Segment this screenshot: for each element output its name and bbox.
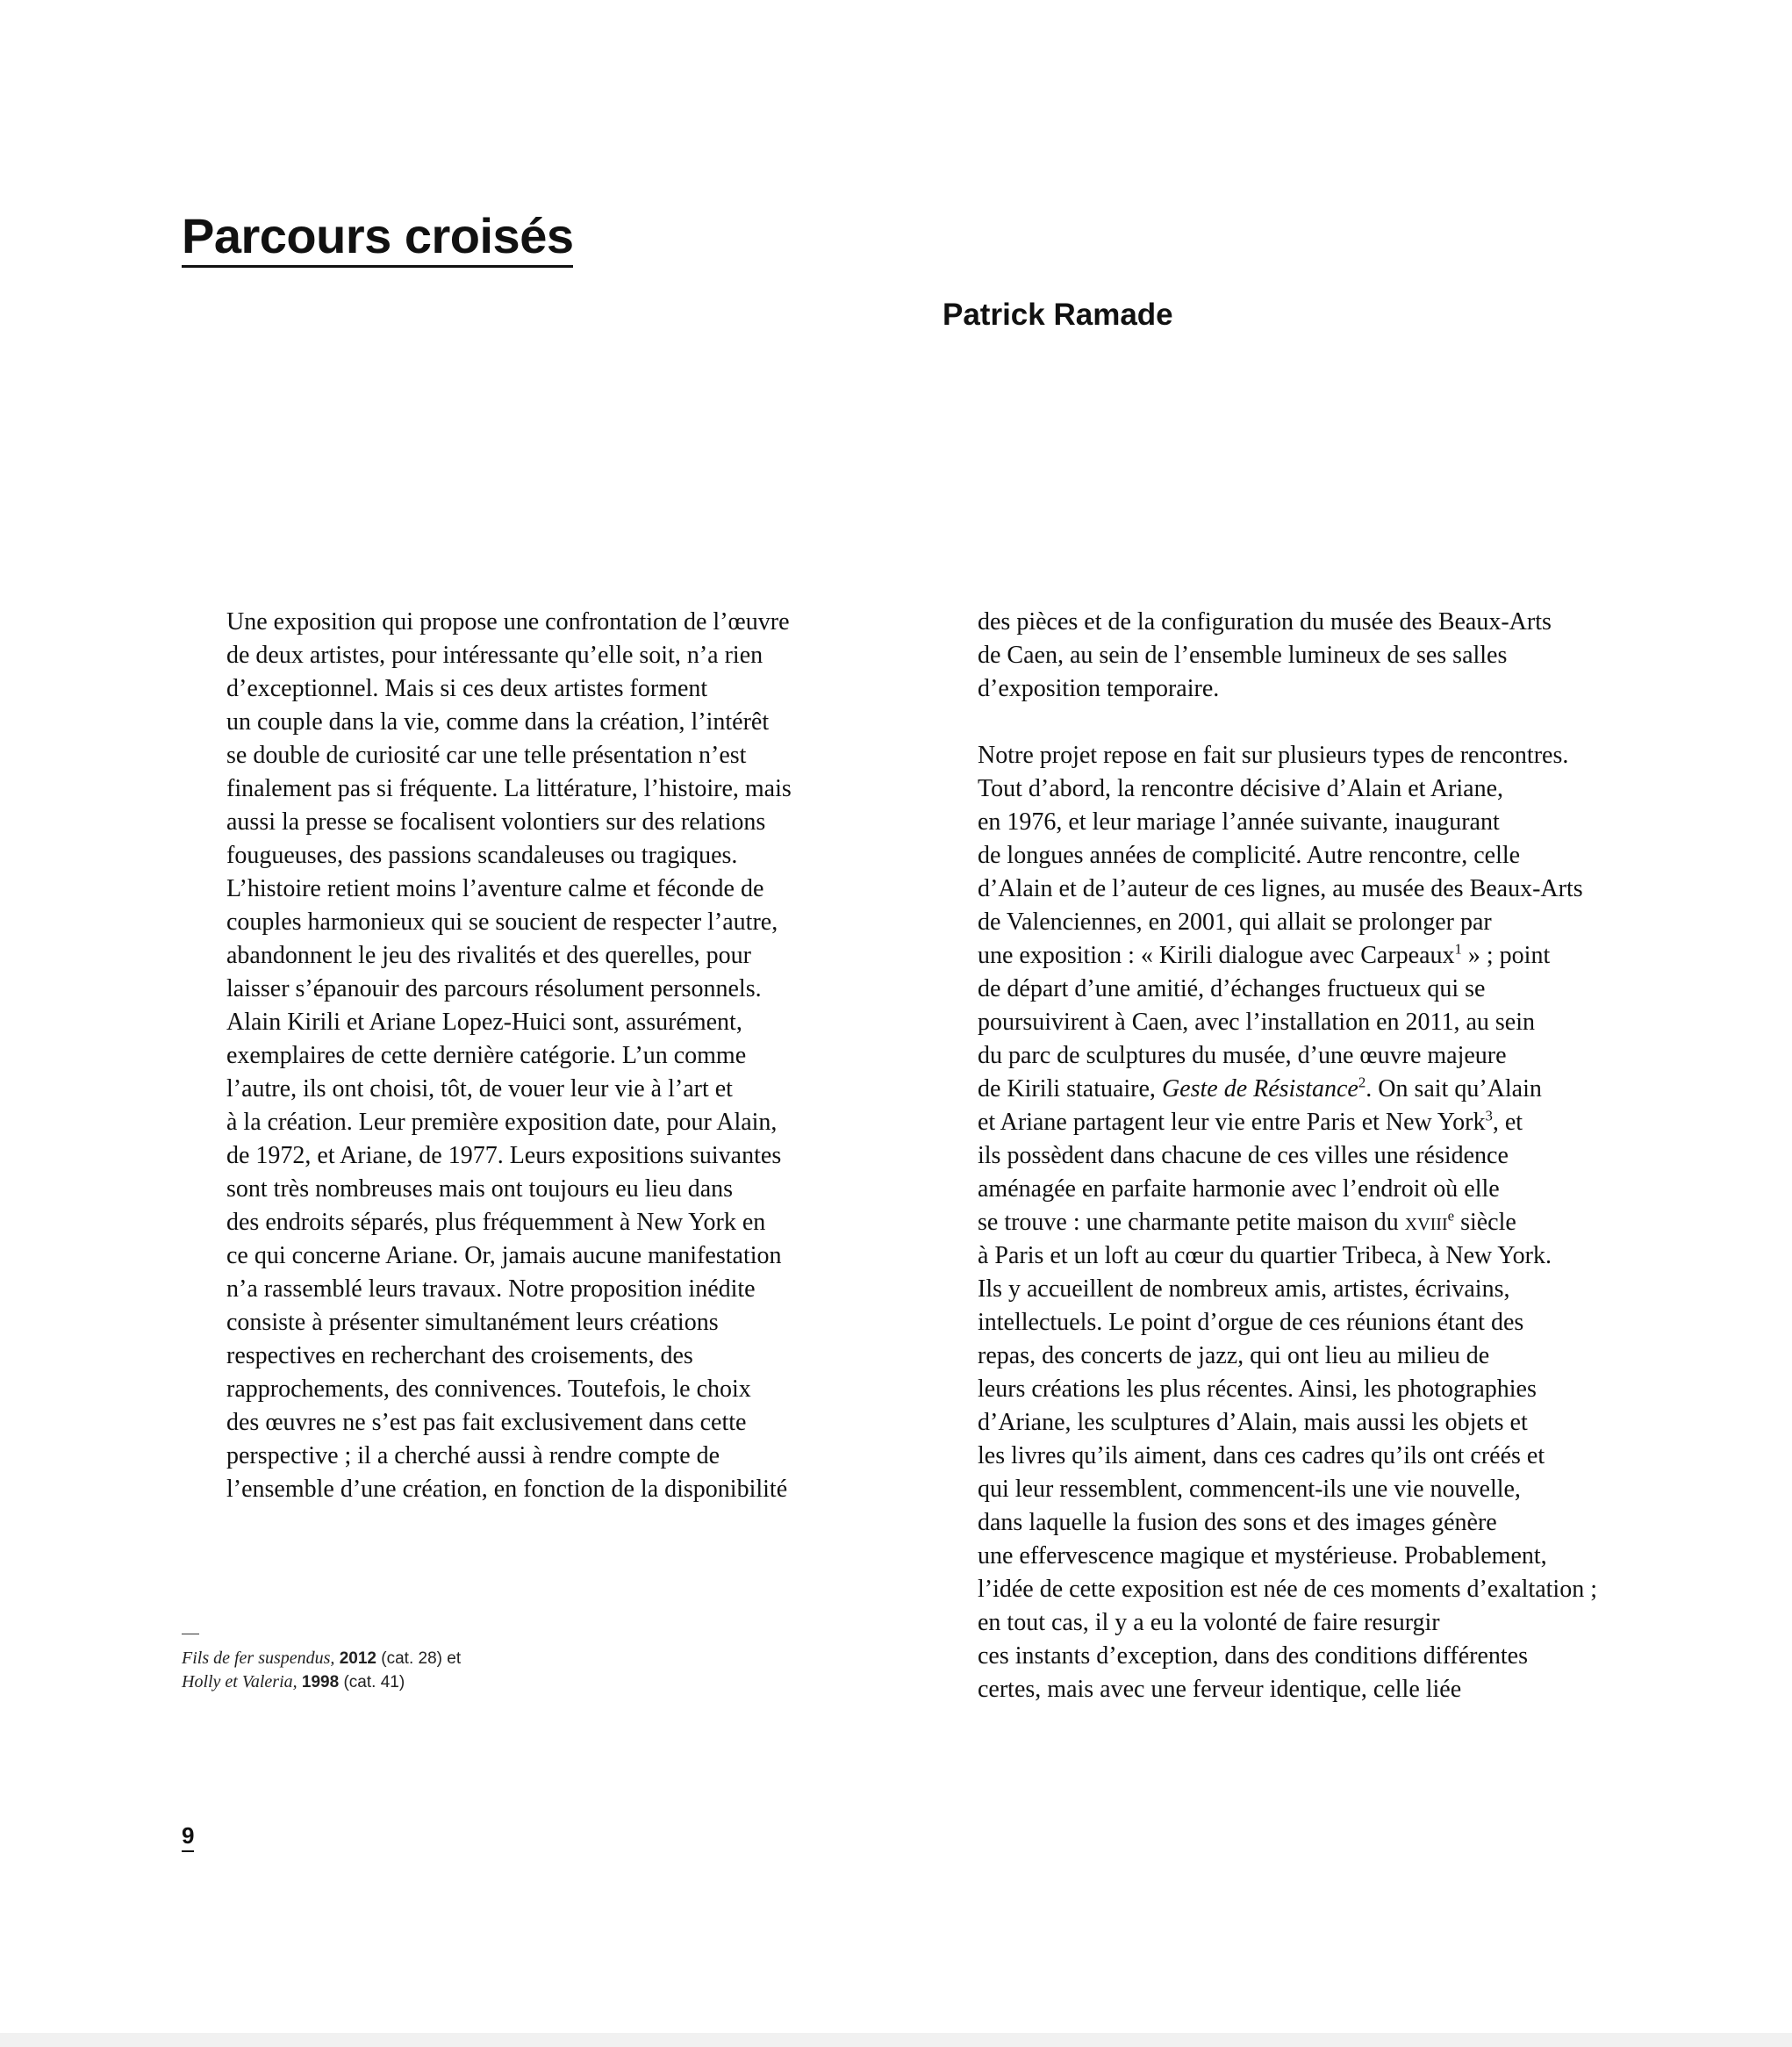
text-line: d’Alain et de l’auteur de ces lignes, au musée des Beaux-Arts (978, 875, 1583, 902)
text-line: de Valenciennes, en 2001, qui allait se prolonger par (978, 909, 1492, 936)
right-paragraph-2d (978, 1239, 1706, 1706)
text-line: un couple dans la vie, comme dans la création, l’intérêt (226, 708, 770, 736)
text-line: intellectuels. Le point d’orgue de ces réunions étant des (978, 1309, 1524, 1336)
text-line: des œuvres ne s’est pas fait exclusivement dans cette (226, 1409, 747, 1436)
text-line: dans laquelle la fusion des sons et des images génère (978, 1509, 1497, 1536)
right-paragraph-2 (978, 739, 1706, 939)
text-line: L’histoire retient moins l’aventure calme et féconde de (226, 875, 764, 902)
text-fragment: siècle (1454, 1209, 1516, 1236)
caption-year: 1998 (301, 1673, 340, 1691)
right-paragraph-2c (978, 1139, 1706, 1206)
text-line: du parc de sculptures du musée, d’une œuvre majeure (978, 1042, 1507, 1069)
text-line: Alain Kirili et Ariane Lopez-Huici sont, assurément, (226, 1009, 742, 1036)
text-line: certes, mais avec une ferveur identique, celle liée (978, 1676, 1462, 1703)
text-line (978, 939, 1706, 973)
text-line: l’ensemble d’une création, en fonction de la disponibilité (226, 1476, 788, 1503)
text-line: n’a rassemblé leurs travaux. Notre proposition inédite (226, 1275, 756, 1303)
text-fragment: , et (1492, 1109, 1523, 1136)
text-fragment: . On sait qu’Alain (1366, 1075, 1542, 1103)
figure-caption (182, 1634, 461, 1694)
text-line: de 1972, et Ariane, de 1977. Leurs expositions suivantes (226, 1142, 782, 1169)
text-line (978, 1073, 1706, 1106)
text-line: à la création. Leur première exposition date, pour Alain, (226, 1109, 778, 1136)
text-line: l’idée de cette exposition est née de ces moments d’exaltation ; (978, 1576, 1597, 1603)
text-line: ils possèdent dans chacune de ces villes une résidence (978, 1142, 1509, 1169)
footnote-ref-1: 1 (1454, 940, 1462, 958)
text-line: de deux artistes, pour intéressante qu’elle soit, n’a rien (226, 642, 763, 669)
bottom-edge (0, 2033, 1792, 2047)
text-line: perspective ; il a cherché aussi à rendre compte de (226, 1442, 720, 1469)
text-line: à Paris et un loft au cœur du quartier Tribeca, à New York. (978, 1242, 1552, 1269)
text-line: rapprochements, des connivences. Toutefois, le choix (226, 1375, 751, 1403)
text-line (978, 1206, 1706, 1239)
text-line: aussi la presse se focalisent volontiers sur des relations (226, 808, 766, 836)
text-line: les livres qu’ils aiment, dans ces cadres qu’ils ont créés et (978, 1442, 1545, 1469)
article-title: Parcours croisés (182, 209, 573, 268)
page-number: 9 (182, 1822, 194, 1852)
text-line: de départ d’une amitié, d’échanges fructueux qui se (978, 975, 1486, 1002)
caption-year: 2012 (339, 1649, 376, 1668)
text-fragment: » ; point (1461, 942, 1551, 969)
text-line: Ils y accueillent de nombreux amis, artistes, écrivains, (978, 1275, 1510, 1303)
text-line: laisser s’épanouir des parcours résolument personnels. (226, 975, 762, 1002)
caption-line-2 (182, 1670, 461, 1694)
text-line: qui leur ressemblent, commencent-ils une vie nouvelle, (978, 1476, 1521, 1503)
text-line: finalement pas si fréquente. La littérature, l’histoire, mais (226, 775, 792, 802)
text-line: l’autre, ils ont choisi, tôt, de vouer leur vie à l’art et (226, 1075, 733, 1103)
caption-artwork-title: Holly et Valeria, (182, 1672, 297, 1691)
text-line: d’Ariane, les sculptures d’Alain, mais aussi les objets et (978, 1409, 1528, 1436)
body-column-left (226, 606, 928, 1506)
century-numeral: xviii (1404, 1209, 1448, 1236)
caption-cat: (cat. 41) (343, 1673, 405, 1691)
text-line: abandonnent le jeu des rivalités et des querelles, pour (226, 942, 751, 969)
body-column-right (978, 606, 1706, 1706)
right-paragraph-1 (978, 606, 1706, 706)
footnote-ref-3: 3 (1485, 1107, 1493, 1124)
text-line: aménagée en parfaite harmonie avec l’endroit où elle (978, 1175, 1500, 1203)
paragraph-spacer (978, 706, 1706, 739)
article-author: Patrick Ramade (943, 298, 1173, 332)
artwork-title: Geste de Résistance (1161, 1075, 1358, 1103)
century-suffix: e (1447, 1207, 1455, 1225)
text-line: ce qui concerne Ariane. Or, jamais aucune manifestation (226, 1242, 782, 1269)
text-fragment: et Ariane partagent leur vie entre Paris et New York (978, 1109, 1486, 1136)
text-line: leurs créations les plus récentes. Ainsi, les photographies (978, 1375, 1537, 1403)
footnote-ref-2: 2 (1358, 1074, 1366, 1091)
right-paragraph-2b (978, 973, 1706, 1073)
text-line: Une exposition qui propose une confrontation de l’œuvre (226, 608, 790, 636)
text-line: poursuivirent à Caen, avec l’installation en 2011, au sein (978, 1009, 1536, 1036)
text-fragment: de Kirili statuaire, (978, 1075, 1162, 1103)
text-line: une effervescence magique et mystérieuse. Probablement, (978, 1542, 1547, 1569)
text-line: en 1976, et leur mariage l’année suivante, inaugurant (978, 808, 1500, 836)
text-line: respectives en recherchant des croisements, des (226, 1342, 693, 1369)
caption-artwork-title: Fils de fer suspendus, (182, 1648, 335, 1668)
text-fragment: se trouve : une charmante petite maison du (978, 1209, 1405, 1236)
text-line (978, 1106, 1706, 1139)
text-line: Tout d’abord, la rencontre décisive d’Alain et Ariane, (978, 775, 1504, 802)
text-line: en tout cas, il y a eu la volonté de faire resurgir (978, 1609, 1440, 1636)
text-line: exemplaires de cette dernière catégorie. L’un comme (226, 1042, 747, 1069)
text-line: d’exceptionnel. Mais si ces deux artistes forment (226, 675, 708, 702)
text-fragment: une exposition : « Kirili dialogue avec Carpeaux (978, 942, 1455, 969)
text-line: se double de curiosité car une telle présentation n’est (226, 742, 747, 769)
text-line: de Caen, au sein de l’ensemble lumineux de ses salles (978, 642, 1508, 669)
text-line: couples harmonieux qui se soucient de respecter l’autre, (226, 909, 778, 936)
text-line: d’exposition temporaire. (978, 675, 1220, 702)
caption-line-1 (182, 1647, 461, 1670)
text-line: Notre projet repose en fait sur plusieurs types de rencontres. (978, 742, 1569, 769)
text-line: des endroits séparés, plus fréquemment à New York en (226, 1209, 766, 1236)
caption-cat: (cat. 28) et (381, 1649, 462, 1668)
text-line: de longues années de complicité. Autre rencontre, celle (978, 842, 1521, 869)
text-line: repas, des concerts de jazz, qui ont lieu au milieu de (978, 1342, 1490, 1369)
text-line: ces instants d’exception, dans des conditions différentes (978, 1642, 1528, 1670)
text-line: fougueuses, des passions scandaleuses ou tragiques. (226, 842, 738, 869)
text-line: sont très nombreuses mais ont toujours eu lieu dans (226, 1175, 734, 1203)
text-line: consiste à présenter simultanément leurs créations (226, 1309, 719, 1336)
text-line: des pièces et de la configuration du musée des Beaux-Arts (978, 608, 1552, 636)
